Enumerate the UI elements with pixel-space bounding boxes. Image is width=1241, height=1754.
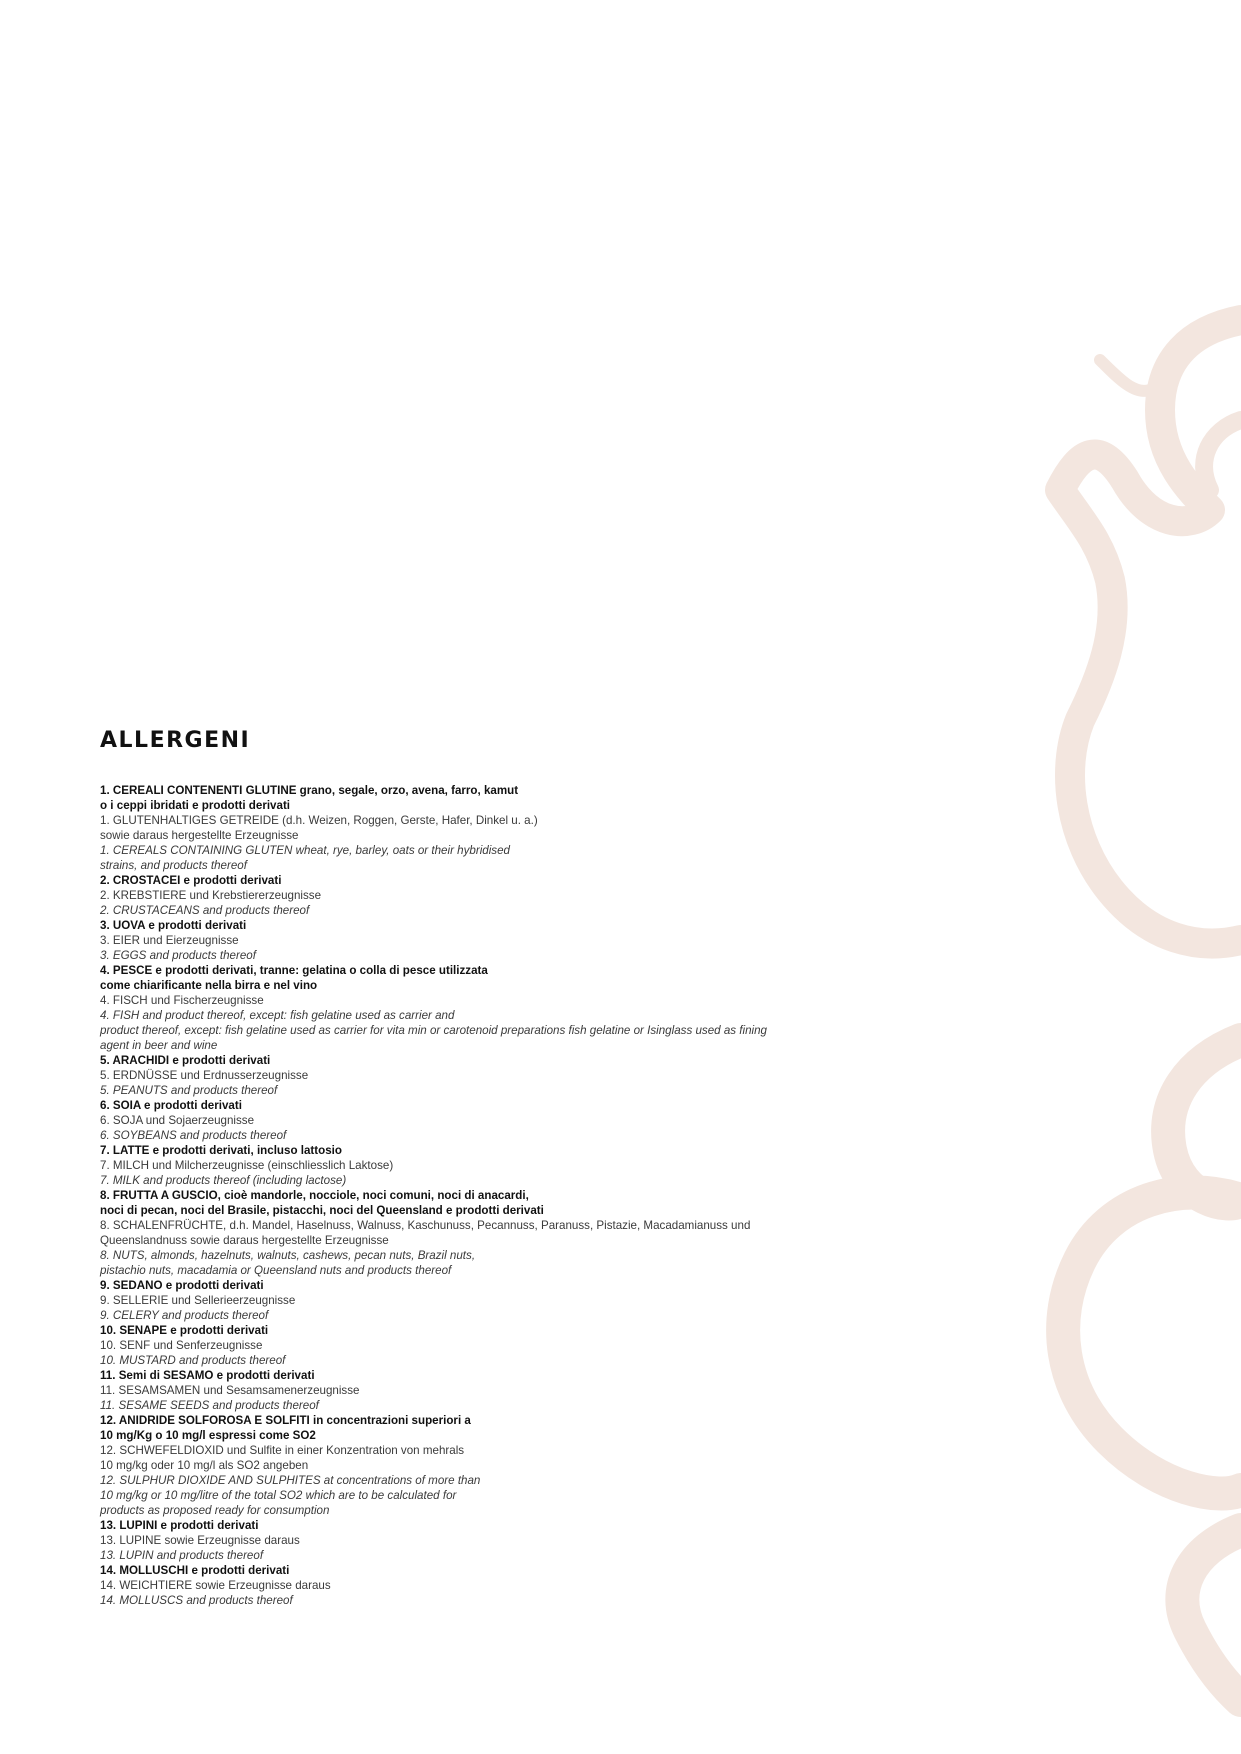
allergen-italian-line: noci di pecan, noci del Brasile, pistacchi, noci del Queensland e prodotti derivati <box>100 1204 544 1217</box>
allergen-entry <box>100 1098 860 1143</box>
allergen-italian-line: 13. LUPINI e prodotti derivati <box>100 1519 259 1532</box>
allergen-italian-line: o i ceppi ibridati e prodotti derivati <box>100 799 291 812</box>
allergen-italian-line: 5. ARACHIDI e prodotti derivati <box>100 1054 271 1067</box>
allergen-english-line: products as proposed ready for consumption <box>100 1504 330 1517</box>
allergen-entry <box>100 1518 860 1563</box>
allergen-english-line: 7. MILK and products thereof (including lactose) <box>100 1174 347 1187</box>
allergen-entry <box>100 1323 860 1368</box>
allergen-english-line: 11. SESAME SEEDS and products thereof <box>100 1399 319 1412</box>
allergen-english-line: agent in beer and wine <box>100 1039 218 1052</box>
allergen-italian-line: 6. SOIA e prodotti derivati <box>100 1099 242 1112</box>
allergen-english-line: 10 mg/kg or 10 mg/litre of the total SO2 which are to be calculated for <box>100 1489 457 1502</box>
allergen-italian-line: 3. UOVA e prodotti derivati <box>100 919 247 932</box>
allergen-german-line: 12. SCHWEFELDIOXID und Sulfite in einer Konzentration von mehrals <box>100 1444 465 1457</box>
allergen-entry <box>100 1143 860 1188</box>
allergen-entry <box>100 1188 860 1278</box>
allergen-italian-line: 9. SEDANO e prodotti derivati <box>100 1279 264 1292</box>
allergen-entry <box>100 1563 860 1608</box>
allergen-italian-line: 7. LATTE e prodotti derivati, incluso lattosio <box>100 1144 342 1157</box>
allergen-italian-line: 14. MOLLUSCHI e prodotti derivati <box>100 1564 290 1577</box>
allergen-german-line: sowie daraus hergestellte Erzeugnisse <box>100 829 299 842</box>
allergen-german-line: 13. LUPINE sowie Erzeugnisse daraus <box>100 1534 300 1547</box>
allergen-entry <box>100 963 860 1053</box>
allergen-english-line: 8. NUTS, almonds, hazelnuts, walnuts, cashews, pecan nuts, Brazil nuts, <box>100 1249 476 1262</box>
allergen-italian-line: 10 mg/Kg o 10 mg/l espressi come SO2 <box>100 1429 316 1442</box>
allergen-english-line: 3. EGGS and products thereof <box>100 949 256 962</box>
allergen-italian-line: 1. CEREALI CONTENENTI GLUTINE grano, segale, orzo, avena, farro, kamut <box>100 784 519 797</box>
allergen-entry <box>100 1053 860 1098</box>
allergen-german-line: 3. EIER und Eierzeugnisse <box>100 934 239 947</box>
allergen-german-line: 5. ERDNÜSSE und Erdnusserzeugnisse <box>100 1069 309 1082</box>
allergen-english-line: pistachio nuts, macadamia or Queensland nuts and products thereof <box>100 1264 452 1277</box>
allergen-german-line: Queenslandnuss sowie daraus hergestellte Erzeugnisse <box>100 1234 389 1247</box>
allergen-entry <box>100 783 860 873</box>
allergen-english-line: 9. CELERY and products thereof <box>100 1309 269 1322</box>
allergen-english-line: product thereof, except: fish gelatine used as carrier for vita min or carotenoid preparations fish gelatine or Isinglass used as fining <box>100 1024 768 1037</box>
allergen-italian-line: 10. SENAPE e prodotti derivati <box>100 1324 269 1337</box>
allergen-list <box>100 783 860 1608</box>
allergen-entry <box>100 1278 860 1323</box>
allergen-italian-line: come chiarificante nella birra e nel vino <box>100 979 318 992</box>
allergen-german-line: 10. SENF und Senferzeugnisse <box>100 1339 263 1352</box>
allergen-italian-line: 2. CROSTACEI e prodotti derivati <box>100 874 282 887</box>
allergen-english-line: 2. CRUSTACEANS and products thereof <box>100 904 310 917</box>
allergen-english-line: 13. LUPIN and products thereof <box>100 1549 264 1562</box>
allergen-english-line: 12. SULPHUR DIOXIDE AND SULPHITES at concentrations of more than <box>100 1474 481 1487</box>
allergen-english-line: 5. PEANUTS and products thereof <box>100 1084 278 1097</box>
allergen-german-line: 2. KREBSTIERE und Krebstiererzeugnisse <box>100 889 322 902</box>
allergen-italian-line: 11. Semi di SESAMO e prodotti derivati <box>100 1369 315 1382</box>
allergen-italian-line: 8. FRUTTA A GUSCIO, cioè mandorle, nocciole, noci comuni, noci di anacardi, <box>100 1189 529 1202</box>
allergen-italian-line: 4. PESCE e prodotti derivati, tranne: gelatina o colla di pesce utilizzata <box>100 964 488 977</box>
allergen-entry <box>100 1368 860 1413</box>
allergen-entry <box>100 873 860 918</box>
page-title: ALLERGENI <box>100 728 251 753</box>
allergen-italian-line: 12. ANIDRIDE SOLFOROSA E SOLFITI in concentrazioni superiori a <box>100 1414 471 1427</box>
allergen-german-line: 4. FISCH und Fischerzeugnisse <box>100 994 264 1007</box>
allergen-english-line: 14. MOLLUSCS and products thereof <box>100 1594 293 1607</box>
allergen-english-line: 1. CEREALS CONTAINING GLUTEN wheat, rye, barley, oats or their hybridised <box>100 844 510 857</box>
allergen-entry <box>100 1413 860 1518</box>
allergen-german-line: 8. SCHALENFRÜCHTE, d.h. Mandel, Haselnuss, Walnuss, Kaschunuss, Pecannuss, Paranuss, Pistazie, Macadamianuss und <box>100 1219 751 1232</box>
allergen-english-line: 6. SOYBEANS and products thereof <box>100 1129 287 1142</box>
allergen-english-line: strains, and products thereof <box>100 859 247 872</box>
allergen-german-line: 9. SELLERIE und Sellerieerzeugnisse <box>100 1294 296 1307</box>
allergen-german-line: 11. SESAMSAMEN und Sesamsamenerzeugnisse <box>100 1384 360 1397</box>
allergen-german-line: 10 mg/kg oder 10 mg/l als SO2 angeben <box>100 1459 309 1472</box>
allergen-german-line: 14. WEICHTIERE sowie Erzeugnisse daraus <box>100 1579 331 1592</box>
allergen-german-line: 6. SOJA und Sojaerzeugnisse <box>100 1114 255 1127</box>
allergen-english-line: 4. FISH and product thereof, except: fish gelatine used as carrier and <box>100 1009 455 1022</box>
decorative-ornament <box>1040 300 1241 1754</box>
allergen-entry <box>100 918 860 963</box>
allergen-german-line: 7. MILCH und Milcherzeugnisse (einschliesslich Laktose) <box>100 1159 394 1172</box>
allergen-english-line: 10. MUSTARD and products thereof <box>100 1354 286 1367</box>
allergen-german-line: 1. GLUTENHALTIGES GETREIDE (d.h. Weizen, Roggen, Gerste, Hafer, Dinkel u. a.) <box>100 814 538 827</box>
